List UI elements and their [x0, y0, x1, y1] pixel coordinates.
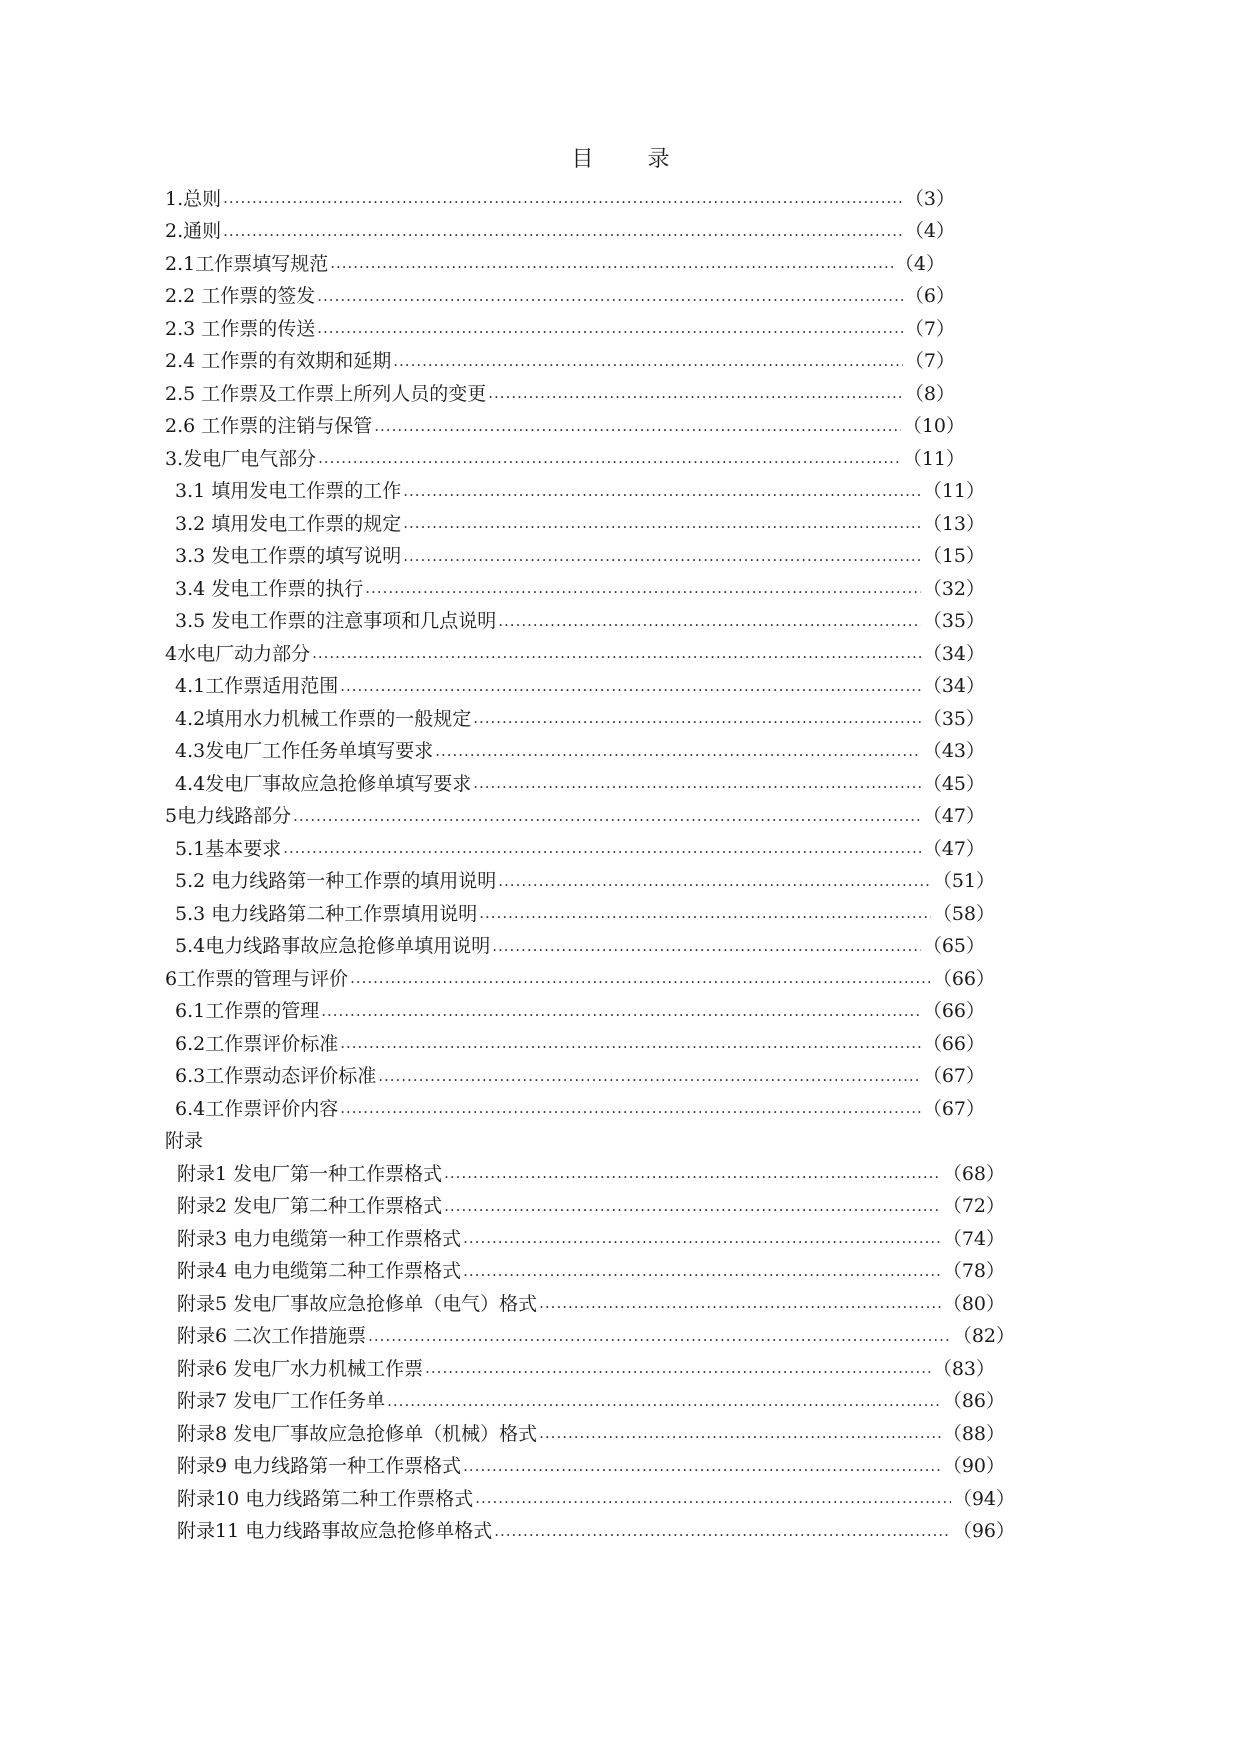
- dot-leader: [539, 1424, 941, 1442]
- dot-leader: [330, 254, 893, 272]
- toc-entry[interactable]: [0, 181, 955, 214]
- toc-entry-page-number: （80）: [942, 1292, 1005, 1315]
- toc-entry-page-number: （67）: [922, 1097, 985, 1120]
- toc-entry-label: 2.3 工作票的传送: [165, 317, 316, 340]
- toc-entry-page-number: （35）: [922, 707, 985, 730]
- toc-entry[interactable]: [0, 1449, 1005, 1482]
- dot-leader: [318, 449, 901, 467]
- dot-leader: [317, 287, 903, 305]
- toc-entry-label: 附录10 电力线路第二种工作票格式: [177, 1487, 474, 1510]
- toc-entry[interactable]: [0, 604, 985, 637]
- toc-entry-label: 3.2 填用发电工作票的规定: [175, 512, 402, 535]
- dot-leader: [463, 1262, 941, 1280]
- dot-leader: [498, 612, 921, 630]
- toc-entry[interactable]: [0, 669, 985, 702]
- toc-entry-label: 5电力线路部分: [165, 805, 292, 828]
- dot-leader: [444, 1197, 941, 1215]
- toc-entry-page-number: （10）: [902, 415, 965, 438]
- toc-entry-page-number: （51）: [932, 870, 995, 893]
- dot-leader: [365, 579, 921, 597]
- dot-leader: [340, 1099, 921, 1117]
- toc-entry-label: 附录6 二次工作措施票: [177, 1325, 367, 1348]
- toc-entry-label: 5.2 电力线路第一种工作票的填用说明: [175, 870, 497, 893]
- toc-entry[interactable]: [0, 1514, 1015, 1547]
- toc-entry-page-number: （34）: [922, 642, 985, 665]
- toc-entry-label: 附录1 发电厂第一种工作票格式: [177, 1162, 443, 1185]
- toc-entry[interactable]: [0, 896, 995, 929]
- toc-entry[interactable]: [0, 539, 985, 572]
- toc-entry[interactable]: [0, 1254, 1005, 1287]
- toc-entry-page-number: （66）: [922, 1032, 985, 1055]
- toc-entry-label: 3.4 发电工作票的执行: [175, 577, 364, 600]
- toc-entry-label: 6工作票的管理与评价: [165, 967, 349, 990]
- toc-entry[interactable]: [0, 506, 985, 539]
- toc-entry[interactable]: [0, 1351, 995, 1384]
- toc-entry-label: 3.5 发电工作票的注意事项和几点说明: [175, 610, 497, 633]
- dot-leader: [223, 189, 903, 207]
- dot-leader: [378, 1067, 921, 1085]
- toc-entry[interactable]: [0, 1384, 1005, 1417]
- toc-entry[interactable]: [0, 1156, 1005, 1189]
- toc-entry-label: 3.3 发电工作票的填写说明: [175, 545, 402, 568]
- dot-leader: [374, 417, 901, 435]
- toc-entry-page-number: （34）: [922, 675, 985, 698]
- toc-entry[interactable]: [0, 1059, 985, 1092]
- dot-leader: [492, 937, 921, 955]
- toc-entry[interactable]: [0, 409, 965, 442]
- toc-entry-label: 2.2 工作票的签发: [165, 285, 316, 308]
- toc-entry[interactable]: [0, 1416, 1005, 1449]
- toc-entry-page-number: （11）: [922, 480, 985, 503]
- toc-entry[interactable]: [0, 766, 985, 799]
- dot-leader: [475, 1489, 951, 1507]
- toc-entry-label: 6.4工作票评价内容: [175, 1097, 339, 1120]
- toc-entry-page-number: （47）: [922, 805, 985, 828]
- toc-entry-page-number: （74）: [942, 1227, 1005, 1250]
- toc-entry-page-number: （43）: [922, 740, 985, 763]
- toc-entry-page-number: （86）: [942, 1390, 1005, 1413]
- dot-leader: [312, 644, 921, 662]
- toc-entry-page-number: （83）: [932, 1357, 995, 1380]
- toc-entry-page-number: （8）: [904, 382, 955, 405]
- toc-entry[interactable]: [0, 441, 965, 474]
- dot-leader: [539, 1294, 941, 1312]
- toc-entry[interactable]: [0, 961, 995, 994]
- toc-entry-page-number: （35）: [922, 610, 985, 633]
- dot-leader: [435, 742, 921, 760]
- toc-entry-page-number: （58）: [932, 902, 995, 925]
- toc-entry-label: 附录3 电力电缆第一种工作票格式: [177, 1227, 462, 1250]
- toc-entry-page-number: （7）: [904, 317, 955, 340]
- dot-leader: [403, 547, 921, 565]
- dot-leader: [473, 709, 921, 727]
- page-title: [0, 144, 1241, 176]
- toc-entry[interactable]: [0, 929, 985, 962]
- toc-entry-page-number: （65）: [922, 935, 985, 958]
- dot-leader: [393, 352, 903, 370]
- table-of-contents: [0, 181, 1241, 1546]
- toc-entry-label: 附录: [165, 1130, 204, 1153]
- dot-leader: [463, 1229, 941, 1247]
- dot-leader: [403, 514, 921, 532]
- toc-entry-page-number: （47）: [922, 837, 985, 860]
- dot-leader: [403, 482, 921, 500]
- toc-entry-page-number: （90）: [942, 1455, 1005, 1478]
- toc-entry-page-number: （6）: [904, 285, 955, 308]
- toc-entry[interactable]: [0, 1091, 985, 1124]
- toc-entry-page-number: （66）: [922, 1000, 985, 1023]
- toc-entry[interactable]: [0, 994, 985, 1027]
- toc-entry[interactable]: [0, 571, 985, 604]
- toc-entry-label: 附录9 电力线路第一种工作票格式: [177, 1455, 462, 1478]
- toc-entry-label: 附录7 发电厂工作任务单: [177, 1390, 386, 1413]
- toc-entry-label: 4水电厂动力部分: [165, 642, 311, 665]
- toc-entry-page-number: （94）: [952, 1487, 1015, 1510]
- toc-entry[interactable]: [0, 279, 955, 312]
- toc-entry-label: 附录2 发电厂第二种工作票格式: [177, 1195, 443, 1218]
- toc-entry-page-number: （45）: [922, 772, 985, 795]
- toc-entry[interactable]: [0, 1221, 1005, 1254]
- dot-leader: [223, 222, 903, 240]
- toc-entry-label: 5.1基本要求: [175, 837, 282, 860]
- toc-entry-page-number: （4）: [904, 220, 955, 243]
- toc-entry[interactable]: [0, 1286, 1005, 1319]
- toc-entry-label: 2.通则: [165, 220, 222, 243]
- toc-entry-label: 2.6 工作票的注销与保管: [165, 415, 373, 438]
- toc-entry-label: 附录11 电力线路事故应急抢修单格式: [177, 1520, 493, 1543]
- toc-entry-label: 4.1工作票适用范围: [175, 675, 339, 698]
- toc-entry[interactable]: [0, 1026, 985, 1059]
- toc-entry-label: 附录8 发电厂事故应急抢修单（机械）格式: [177, 1422, 538, 1445]
- dot-leader: [498, 872, 931, 890]
- dot-leader: [368, 1327, 951, 1345]
- toc-entry-page-number: （78）: [942, 1260, 1005, 1283]
- toc-entry-page-number: （4）: [894, 252, 945, 275]
- toc-entry-label: 3.1 填用发电工作票的工作: [175, 480, 402, 503]
- toc-entry-label: 附录6 发电厂水力机械工作票: [177, 1357, 424, 1380]
- title-char-left: 目: [571, 147, 594, 172]
- toc-entry-page-number: （3）: [904, 187, 955, 210]
- toc-entry-label: 附录4 电力电缆第二种工作票格式: [177, 1260, 462, 1283]
- toc-entry-page-number: （32）: [922, 577, 985, 600]
- toc-entry-page-number: （82）: [952, 1325, 1015, 1348]
- toc-entry[interactable]: [0, 214, 955, 247]
- toc-entry-label: 2.5 工作票及工作票上所列人员的变更: [165, 382, 487, 405]
- toc-entry-label: 2.4 工作票的有效期和延期: [165, 350, 392, 373]
- dot-leader: [494, 1522, 951, 1540]
- toc-entry-page-number: （96）: [952, 1520, 1015, 1543]
- dot-leader: [387, 1392, 941, 1410]
- toc-entry-page-number: （72）: [942, 1195, 1005, 1218]
- dot-leader: [283, 839, 921, 857]
- toc-entry[interactable]: [0, 1189, 1005, 1222]
- toc-entry-label: 3.发电厂电气部分: [165, 447, 317, 470]
- title-char-right: 录: [647, 147, 670, 172]
- toc-entry-label: 4.2填用水力机械工作票的一般规定: [175, 707, 472, 730]
- toc-entry[interactable]: [0, 799, 985, 832]
- toc-entry-page-number: （66）: [932, 967, 995, 990]
- toc-entry-label: 2.1工作票填写规范: [165, 252, 329, 275]
- toc-entry[interactable]: [0, 474, 985, 507]
- toc-entry-label: 6.2工作票评价标准: [175, 1032, 339, 1055]
- dot-leader: [479, 904, 931, 922]
- toc-entry-page-number: （68）: [942, 1162, 1005, 1185]
- toc-entry-page-number: （7）: [904, 350, 955, 373]
- dot-leader: [293, 807, 921, 825]
- toc-entry[interactable]: [0, 376, 955, 409]
- toc-entry-label: 1.总则: [165, 187, 222, 210]
- toc-entry[interactable]: [0, 701, 985, 734]
- dot-leader: [340, 677, 921, 695]
- toc-entry-page-number: （15）: [922, 545, 985, 568]
- toc-entry[interactable]: [0, 831, 985, 864]
- toc-entry-label: 6.1工作票的管理: [175, 1000, 320, 1023]
- dot-leader: [488, 384, 903, 402]
- toc-entry-page-number: （88）: [942, 1422, 1005, 1445]
- toc-entry-label: 6.3工作票动态评价标准: [175, 1065, 377, 1088]
- toc-entry[interactable]: [0, 636, 985, 669]
- toc-entry-label: 4.4发电厂事故应急抢修单填写要求: [175, 772, 472, 795]
- dot-leader: [340, 1034, 921, 1052]
- toc-section-heading: [0, 1124, 1241, 1157]
- toc-entry-label: 附录5 发电厂事故应急抢修单（电气）格式: [177, 1292, 538, 1315]
- toc-entry[interactable]: [0, 246, 945, 279]
- toc-entry-page-number: （67）: [922, 1065, 985, 1088]
- dot-leader: [317, 319, 903, 337]
- toc-entry-page-number: （13）: [922, 512, 985, 535]
- toc-entry-page-number: （11）: [902, 447, 965, 470]
- toc-entry[interactable]: [0, 864, 995, 897]
- dot-leader: [350, 969, 931, 987]
- dot-leader: [463, 1457, 941, 1475]
- dot-leader: [425, 1359, 931, 1377]
- toc-entry-label: 5.3 电力线路第二种工作票填用说明: [175, 902, 478, 925]
- toc-entry-label: 5.4电力线路事故应急抢修单填用说明: [175, 935, 491, 958]
- toc-entry[interactable]: [0, 734, 985, 767]
- toc-entry[interactable]: [0, 1481, 1015, 1514]
- toc-entry[interactable]: [0, 344, 955, 377]
- toc-entry[interactable]: [0, 1319, 1015, 1352]
- toc-entry[interactable]: [0, 311, 955, 344]
- toc-entry-label: 4.3发电厂工作任务单填写要求: [175, 740, 434, 763]
- dot-leader: [321, 1002, 921, 1020]
- dot-leader: [473, 774, 921, 792]
- dot-leader: [444, 1164, 941, 1182]
